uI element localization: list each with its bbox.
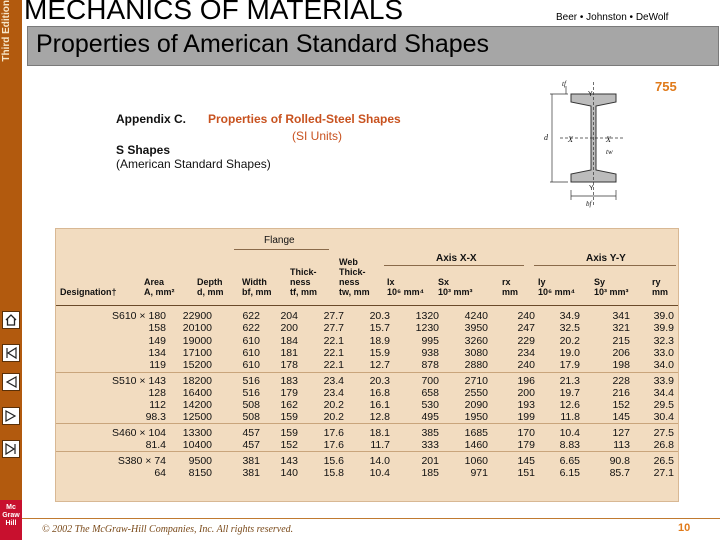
col-ry: ry mm: [652, 277, 669, 297]
table-cell: 995: [421, 335, 439, 347]
course-title: MECHANICS OF MATERIALS: [24, 0, 404, 25]
copyright: © 2002 The McGraw-Hill Companies, Inc. All rights reserved.: [42, 524, 294, 535]
table-cell: 16400: [182, 387, 212, 399]
table-cell: 134: [148, 347, 166, 359]
table-cell: 381: [242, 455, 260, 467]
table-cell: 457: [242, 439, 260, 451]
table-cell: 112: [149, 399, 166, 411]
table-cell: 98.3: [145, 411, 166, 423]
label-y-top: Y: [588, 91, 593, 98]
table-cell: 11.8: [560, 411, 580, 423]
table-cell: 128: [148, 387, 166, 399]
table-cell: 179: [280, 387, 298, 399]
table-cell: 2090: [464, 399, 488, 411]
table-cell: 13300: [182, 427, 212, 439]
table-cell: 34.4: [653, 387, 674, 399]
group-divider: [56, 372, 678, 373]
table-cell: 33.9: [653, 375, 674, 387]
table-cell: 17.6: [323, 427, 344, 439]
table-cell: 14.0: [369, 455, 390, 467]
col-rx: rx mm: [502, 277, 519, 297]
table-cell: 3080: [464, 347, 488, 359]
table-cell: 12.8: [369, 411, 390, 423]
table-cell: 29.5: [653, 399, 674, 411]
table-cell: 216: [612, 387, 630, 399]
table-cell: 11.7: [370, 439, 390, 451]
group-flange: Flange: [264, 235, 295, 246]
label-x-right: X: [606, 135, 611, 144]
table-cell: 149: [148, 335, 166, 347]
table-cell: 34.9: [559, 310, 580, 322]
table-cell: 9500: [188, 455, 212, 467]
col-iy: Iy 10⁶ mm⁴: [538, 277, 576, 297]
next-icon[interactable]: [2, 407, 20, 425]
last-icon[interactable]: [2, 440, 20, 458]
table-cell: 85.7: [609, 467, 630, 479]
table-cell: 333: [421, 439, 439, 451]
home-icon[interactable]: [2, 311, 20, 329]
appendix-title: Properties of Rolled-Steel Shapes: [208, 112, 401, 126]
table-cell: 878: [421, 359, 439, 371]
table-cell: 18.1: [369, 427, 390, 439]
table-cell: 81.4: [145, 439, 166, 451]
table-cell: 247: [517, 322, 535, 334]
table-cell: 196: [517, 375, 535, 387]
table-cell: 16.8: [369, 387, 390, 399]
table-cell: 158: [148, 322, 166, 334]
table-cell: 27.1: [653, 467, 674, 479]
col-ix: Ix 10⁶ mm⁴: [387, 277, 425, 297]
col-thickness: Thick- ness tf, mm: [290, 267, 317, 297]
table-cell: 22900: [182, 310, 212, 322]
table-cell: 199: [517, 411, 535, 423]
authors: Beer • Johnston • DeWolf: [556, 12, 669, 23]
table-cell: S380 × 74: [117, 455, 166, 467]
table-cell: 3260: [464, 335, 488, 347]
table-cell: 200: [517, 387, 535, 399]
table-cell: 143: [280, 455, 298, 467]
section-title: S Shapes: [116, 143, 171, 157]
table-cell: 140: [280, 467, 298, 479]
table-cell: 200: [280, 322, 298, 334]
table-cell: 27.5: [653, 427, 674, 439]
table-cell: 457: [242, 427, 260, 439]
table-cell: 27.7: [323, 322, 344, 334]
table-cell: 152: [612, 399, 630, 411]
label-tw: tw: [606, 148, 613, 156]
table-cell: 32.5: [559, 322, 580, 334]
group-divider: [56, 423, 678, 424]
table-cell: 181: [280, 347, 298, 359]
table-cell: 20.2: [559, 335, 580, 347]
table-cell: 20.3: [369, 310, 390, 322]
col-sy: Sy 10³ mm³: [594, 277, 629, 297]
group-divider: [56, 451, 678, 452]
table-cell: 610: [242, 335, 260, 347]
table-cell: 16.1: [369, 399, 390, 411]
table-cell: 1685: [464, 427, 488, 439]
table-cell: 1460: [464, 439, 488, 451]
table-cell: 34.0: [653, 359, 674, 371]
table-cell: 495: [421, 411, 439, 423]
edition-text: Third Edition: [1, 0, 12, 62]
table-cell: 15.7: [369, 322, 390, 334]
table-cell: 178: [280, 359, 298, 371]
table-cell: 26.5: [653, 455, 674, 467]
table-cell: 204: [280, 310, 298, 322]
table-cell: 6.65: [559, 455, 580, 467]
table-cell: 18.9: [369, 335, 390, 347]
table-cell: 185: [421, 467, 439, 479]
table-cell: 162: [280, 399, 298, 411]
table-cell: 2710: [464, 375, 488, 387]
table-cell: 113: [613, 439, 630, 451]
table-cell: 8150: [188, 467, 212, 479]
table-cell: 193: [517, 399, 535, 411]
table-cell: 240: [517, 359, 535, 371]
table-cell: 145: [517, 455, 535, 467]
slide-subtitle: Properties of American Standard Shapes: [36, 30, 490, 58]
table-cell: 151: [517, 467, 535, 479]
book-page-number: 755: [655, 79, 677, 94]
appendix-label: Appendix C.: [116, 112, 187, 126]
table-cell: 321: [612, 322, 630, 334]
table-cell: 508: [242, 399, 260, 411]
table-cell: 17.9: [559, 359, 580, 371]
table-cell: 228: [612, 375, 630, 387]
table-cell: 21.3: [559, 375, 580, 387]
table-cell: 179: [517, 439, 535, 451]
table-cell: 32.3: [653, 335, 674, 347]
table-cell: 14200: [182, 399, 212, 411]
table-cell: 15.6: [323, 455, 344, 467]
table-cell: 381: [242, 467, 260, 479]
table-cell: 30.4: [653, 411, 674, 423]
group-axis-x: Axis X-X: [436, 253, 477, 264]
mcgraw-hill-logo: Mc Graw Hill: [0, 500, 22, 540]
table-cell: S460 × 104: [111, 427, 166, 439]
sidebar: [0, 0, 22, 540]
table-cell: 26.8: [653, 439, 674, 451]
appendix-units: (SI Units): [292, 129, 343, 143]
table-cell: 938: [421, 347, 439, 359]
footer-rule: [22, 518, 720, 519]
table-cell: 170: [517, 427, 535, 439]
table-cell: 341: [612, 310, 630, 322]
table-cell: 18200: [182, 375, 212, 387]
group-axis-y: Axis Y-Y: [586, 253, 626, 264]
table-cell: 1230: [415, 322, 439, 334]
col-area: Area A, mm²: [144, 277, 175, 297]
edition-label: [0, 0, 22, 62]
table-cell: 15.8: [323, 467, 344, 479]
table-cell: 240: [517, 310, 535, 322]
table-cell: 145: [612, 411, 630, 423]
table-cell: 10400: [182, 439, 212, 451]
table-cell: 119: [149, 359, 166, 371]
table-cell: 17100: [182, 347, 212, 359]
table-cell: 215: [612, 335, 630, 347]
col-sx: Sx 10³ mm³: [438, 277, 473, 297]
slide-number: 10: [678, 522, 691, 534]
label-x-left: X: [568, 135, 573, 144]
table-cell: 159: [280, 427, 298, 439]
label-bf: bf: [586, 200, 592, 208]
col-designation: Designation†: [60, 287, 117, 297]
table-cell: 22.1: [323, 347, 344, 359]
table-cell: 33.0: [653, 347, 674, 359]
table-cell: 64: [154, 467, 166, 479]
table-cell: 127: [612, 427, 630, 439]
previous-icon[interactable]: [2, 373, 20, 391]
table-cell: 658: [421, 387, 439, 399]
table-cell: 385: [421, 427, 439, 439]
table-cell: 622: [242, 310, 260, 322]
table-cell: 10.4: [369, 467, 390, 479]
table-cell: S610 × 180: [111, 310, 166, 322]
table-cell: 4240: [464, 310, 488, 322]
table-cell: 27.7: [323, 310, 344, 322]
table-cell: 159: [280, 411, 298, 423]
table-cell: 516: [242, 375, 260, 387]
s-shape-diagram: [536, 78, 626, 210]
table-cell: 90.8: [609, 455, 630, 467]
table-cell: 19000: [182, 335, 212, 347]
table-cell: 201: [421, 455, 439, 467]
table-cell: 2550: [464, 387, 488, 399]
table-cell: 610: [242, 347, 260, 359]
table-cell: 530: [421, 399, 439, 411]
table-cell: 23.4: [323, 387, 344, 399]
table-cell: S510 × 143: [111, 375, 166, 387]
col-depth: Depth d, mm: [197, 277, 224, 297]
table-cell: 20.2: [323, 411, 344, 423]
table-cell: 198: [612, 359, 630, 371]
table-cell: 12.6: [559, 399, 580, 411]
label-y-bottom: Y: [589, 185, 594, 192]
table-cell: 10.4: [559, 427, 580, 439]
col-width: Width bf, mm: [242, 277, 272, 297]
table-cell: 971: [470, 467, 488, 479]
col-web-thickness: Web Thick- ness tw, mm: [339, 257, 370, 297]
table-cell: 8.83: [559, 439, 580, 451]
table-cell: 6.15: [559, 467, 580, 479]
table-cell: 19.7: [559, 387, 580, 399]
table-cell: 234: [517, 347, 535, 359]
first-icon[interactable]: [2, 344, 20, 362]
table-cell: 20100: [182, 322, 212, 334]
table-cell: 15.9: [369, 347, 390, 359]
table-cell: 622: [242, 322, 260, 334]
table-cell: 12.7: [369, 359, 390, 371]
properties-table: [55, 228, 679, 502]
table-cell: 15200: [182, 359, 212, 371]
table-cell: 152: [280, 439, 298, 451]
section-subtitle: (American Standard Shapes): [116, 157, 271, 171]
table-cell: 184: [280, 335, 298, 347]
table-cell: 206: [612, 347, 630, 359]
table-cell: 39.9: [653, 322, 674, 334]
table-cell: 610: [242, 359, 260, 371]
table-cell: 516: [242, 387, 260, 399]
table-cell: 1950: [464, 411, 488, 423]
table-cell: 1060: [464, 455, 488, 467]
table-cell: 1320: [415, 310, 439, 322]
table-cell: 19.0: [559, 347, 580, 359]
label-d: d: [544, 133, 548, 142]
table-cell: 700: [421, 375, 439, 387]
table-cell: 17.6: [323, 439, 344, 451]
table-cell: 20.2: [323, 399, 344, 411]
table-cell: 12500: [182, 411, 212, 423]
table-cell: 2880: [464, 359, 488, 371]
table-cell: 229: [517, 335, 535, 347]
table-cell: 508: [242, 411, 260, 423]
table-cell: 23.4: [323, 375, 344, 387]
table-cell: 3950: [464, 322, 488, 334]
table-cell: 39.0: [653, 310, 674, 322]
table-cell: 22.1: [323, 335, 344, 347]
table-cell: 22.1: [323, 359, 344, 371]
table-cell: 183: [280, 375, 298, 387]
table-cell: 20.3: [369, 375, 390, 387]
label-tf: tf: [562, 80, 566, 88]
